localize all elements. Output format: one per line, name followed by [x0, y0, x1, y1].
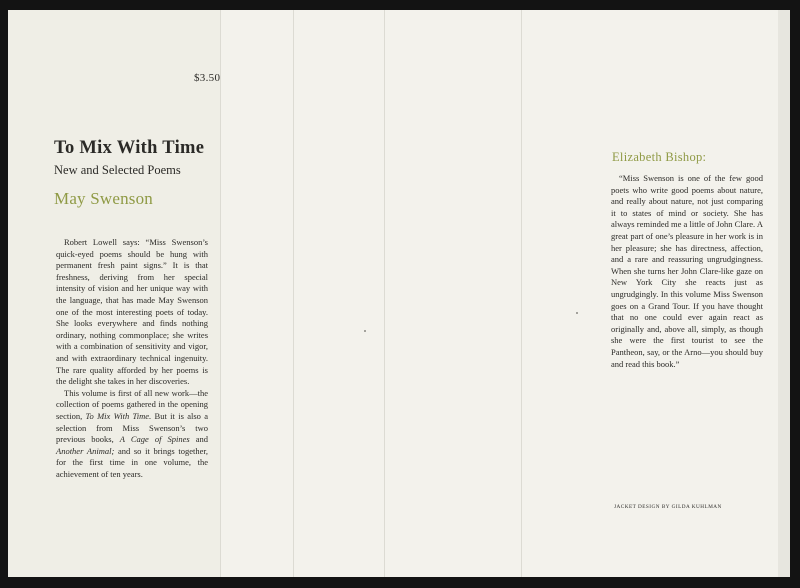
book-subtitle: New and Selected Poems: [54, 163, 181, 177]
author-name: May Swenson: [54, 189, 154, 208]
blurb-p2-text-4: and so it brings together, for the first time in one volume, the achievement of ten years.: [56, 445, 208, 479]
inner-fold-left: [293, 10, 294, 577]
blurb-p2-title-3: Another Animal;: [56, 445, 115, 456]
blurb-p2-title-2: A Cage of Spines: [119, 434, 190, 445]
front-flap-blurb: [56, 237, 208, 480]
spine-fold: [384, 10, 385, 577]
blurb-p2-text-3: and: [189, 434, 208, 445]
blurb-paragraph-1: [56, 237, 208, 388]
blurb-p2-text-1: This volume is first of all new work—the collection of poems gathered in the opening section,: [56, 387, 208, 421]
right-edge-strip: [778, 10, 790, 577]
blurb-paragraph-1-text: Robert Lowell says: “Miss Swenson’s quick-eyed poems should be hung with permanent fresh paint signs.” It is that freshness, deriving from her special intensity of vision and her unique way with the language, that has made May Swenson one of the most interesting poets of today. She looks everywhere and finds nothing ordinary, nothing commonplace; she writes with a combination of sensitivity and vigor, and with extraordinary technical ingenuity. The rare quality afforded by her poems is the delight she takes in her discoveries.: [56, 237, 208, 387]
book-title: To Mix With Time: [54, 138, 205, 158]
blurb-p2-title-1: To Mix With Time.: [85, 410, 152, 421]
back-flap-fold: [521, 10, 522, 577]
jacket-design-credit: JACKET DESIGN BY GILDA KUHLMAN: [614, 504, 722, 510]
front-flap-fold: [220, 10, 221, 577]
back-flap-quote: [611, 173, 763, 370]
quote-text: “Miss Swenson is one of the few good poets who write good poems about nature, and really about nature, not just comparing it to states of mind or society. She has always reminded me a little of John Clare. A great part of one’s pleasure in her work is in her pleasure; she has directness, affection, and a rare and reassuring ungrudgingness. When she turns her John Clare-like gaze on New York City she reacts just as ungrudgingly. In this volume Miss Swenson goes on a Grand Tour. If you have thought that no one could ever again react as originally and, above all, simply, as though she were the first tourist to see the Pantheon, say, or the Arno—you should buy and read this book.”: [611, 173, 763, 369]
blurb-paragraph-2: [56, 388, 208, 481]
price-label: $3.50: [194, 72, 221, 84]
quote-attribution: Elizabeth Bishop:: [612, 150, 707, 164]
dust-speck: [364, 330, 366, 332]
dust-jacket-sheet: [8, 10, 790, 577]
blurb-p2-text-2: But it is also a selection from Miss Swenson’s two previous books,: [56, 410, 209, 445]
dust-speck: [576, 312, 578, 314]
